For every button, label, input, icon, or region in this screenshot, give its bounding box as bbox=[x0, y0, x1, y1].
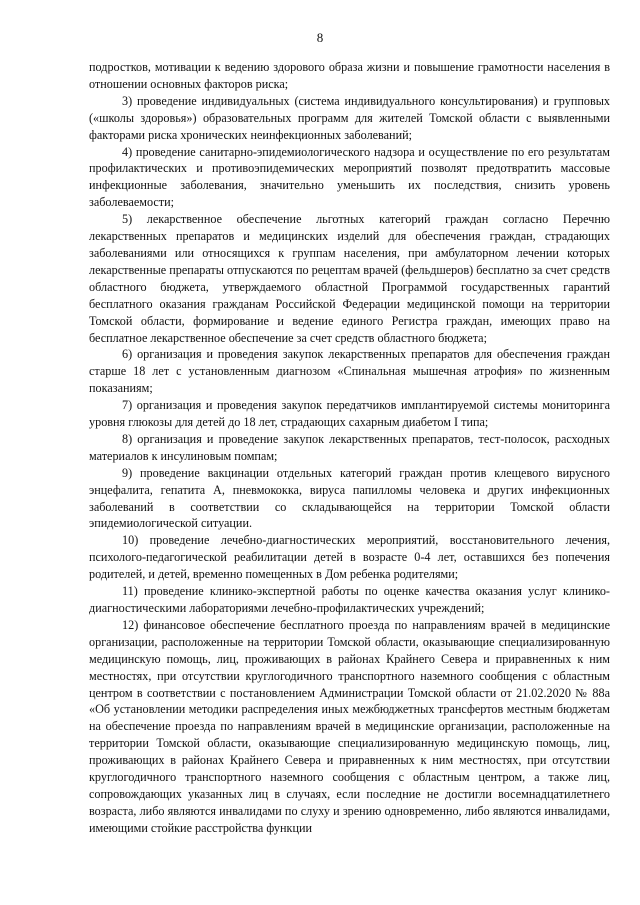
paragraph-continuation: подростков, мотивации к ведению здорового образа жизни и повышение грамотности населения в отношении основных факторов риска; bbox=[89, 60, 610, 91]
paragraph-item-6: 6) организация и проведения закупок лекарственных препаратов для обеспечения граждан старше 18 лет с установленным диагнозом «Спинальная мышечная атрофия» по жизненным показаниям; bbox=[89, 347, 610, 396]
document-body bbox=[89, 59, 610, 837]
paragraph-item-7: 7) организация и проведения закупок передатчиков имплантируемой системы мониторинга уровня глюкозы для детей до 18 лет, страдающих сахарным диабетом I типа; bbox=[89, 398, 610, 430]
paragraph-item-8: 8) организация и проведение закупок лекарственных препаратов, тест-полосок, расходных материалов к инсулиновым помпам; bbox=[89, 431, 610, 463]
paragraph-item-9: 9) проведение вакцинации отдельных категорий граждан против клещевого вирусного энцефалита, гепатита А, пневмококка, вируса папилломы человека и других инфекционных заболеваний в соответствии со складывающейся на территории Томской области эпидемиологической ситуации. bbox=[89, 465, 610, 531]
page-number: 8 bbox=[316, 30, 324, 45]
paragraph-item-4: 4) проведение санитарно-эпидемиологического надзора и осуществление по его результатам профилактических и противоэпидемических мероприятий позволят предотвратить массовые инфекционные заболевания, значительно уменьшить их последствия, снизить уровень заболеваемости; bbox=[89, 144, 610, 210]
paragraph-item-5: 5) лекарственное обеспечение льготных категорий граждан согласно Перечню лекарственных препаратов и медицинских изделий для обеспечения граждан, страдающих заболеваниями или относящихся к группам населения, при амбулаторном лечении которых лекарственные препараты отпускаются по рецептам врачей (фельдшеров) бесплатно за счет средств областного бюджета, утверждаемого областной Программой государственных гарантий бесплатного оказания гражданам Российской Федерации медицинской помощи на территории Томской области, формирование и ведение единого Регистра граждан, имеющих право на бесплатное лекарственное обеспечение за счет средств областного бюджета; bbox=[89, 212, 610, 345]
paragraph-item-11: 11) проведение клинико-экспертной работы по оценке качества оказания услуг клинико-диагностическими лабораториями лечебно-профилактических учреждений; bbox=[89, 584, 610, 615]
paragraph-item-12: 12) финансовое обеспечение бесплатного проезда по направлениям врачей в медицинские организации, расположенные на территории Томской области, оказывающие специализированную медицинскую помощь, лиц, проживающих в районах Крайнего Севера и приравненных к ним местностях, при отсутствии круглогодичного транспортного наземного сообщения с областным центром в соответствии с постановлением Администрации Томской области от 21.02.2020 № 88а «Об установлении методики распределения иных межбюджетных трансфертов местным бюджетам на обеспечение проезда по направлениям врачей в медицинские организации, расположенные на территории Томской области, оказывающие специализированную медицинскую помощь, лиц, проживающих в районах Крайнего Севера и приравненных к ним местностях, при отсутствии круглогодичного транспортного наземного сообщения с областным центром, а также лиц, сопровождающих указанных лиц в случаях, если последние не достигли восемнадцатилетнего возраста, либо являются инвалидами по слуху и зрению одновременно, либо являются инвалидами, имеющими стойкие расстройства функции bbox=[89, 617, 610, 835]
paragraph-item-3: 3) проведение индивидуальных (система индивидуального консультирования) и групповых («школы здоровья») образовательных программ для жителей Томской области с выявленными факторами риска хронических неинфекционных заболеваний; bbox=[89, 93, 610, 142]
paragraph-item-10: 10) проведение лечебно-диагностических мероприятий, восстановительного лечения, психолого-педагогической реабилитации детей в возрасте 0-4 лет, оставшихся без попечения родителей, и детей, временно помещенных в Дом ребенка родителями; bbox=[89, 533, 610, 582]
